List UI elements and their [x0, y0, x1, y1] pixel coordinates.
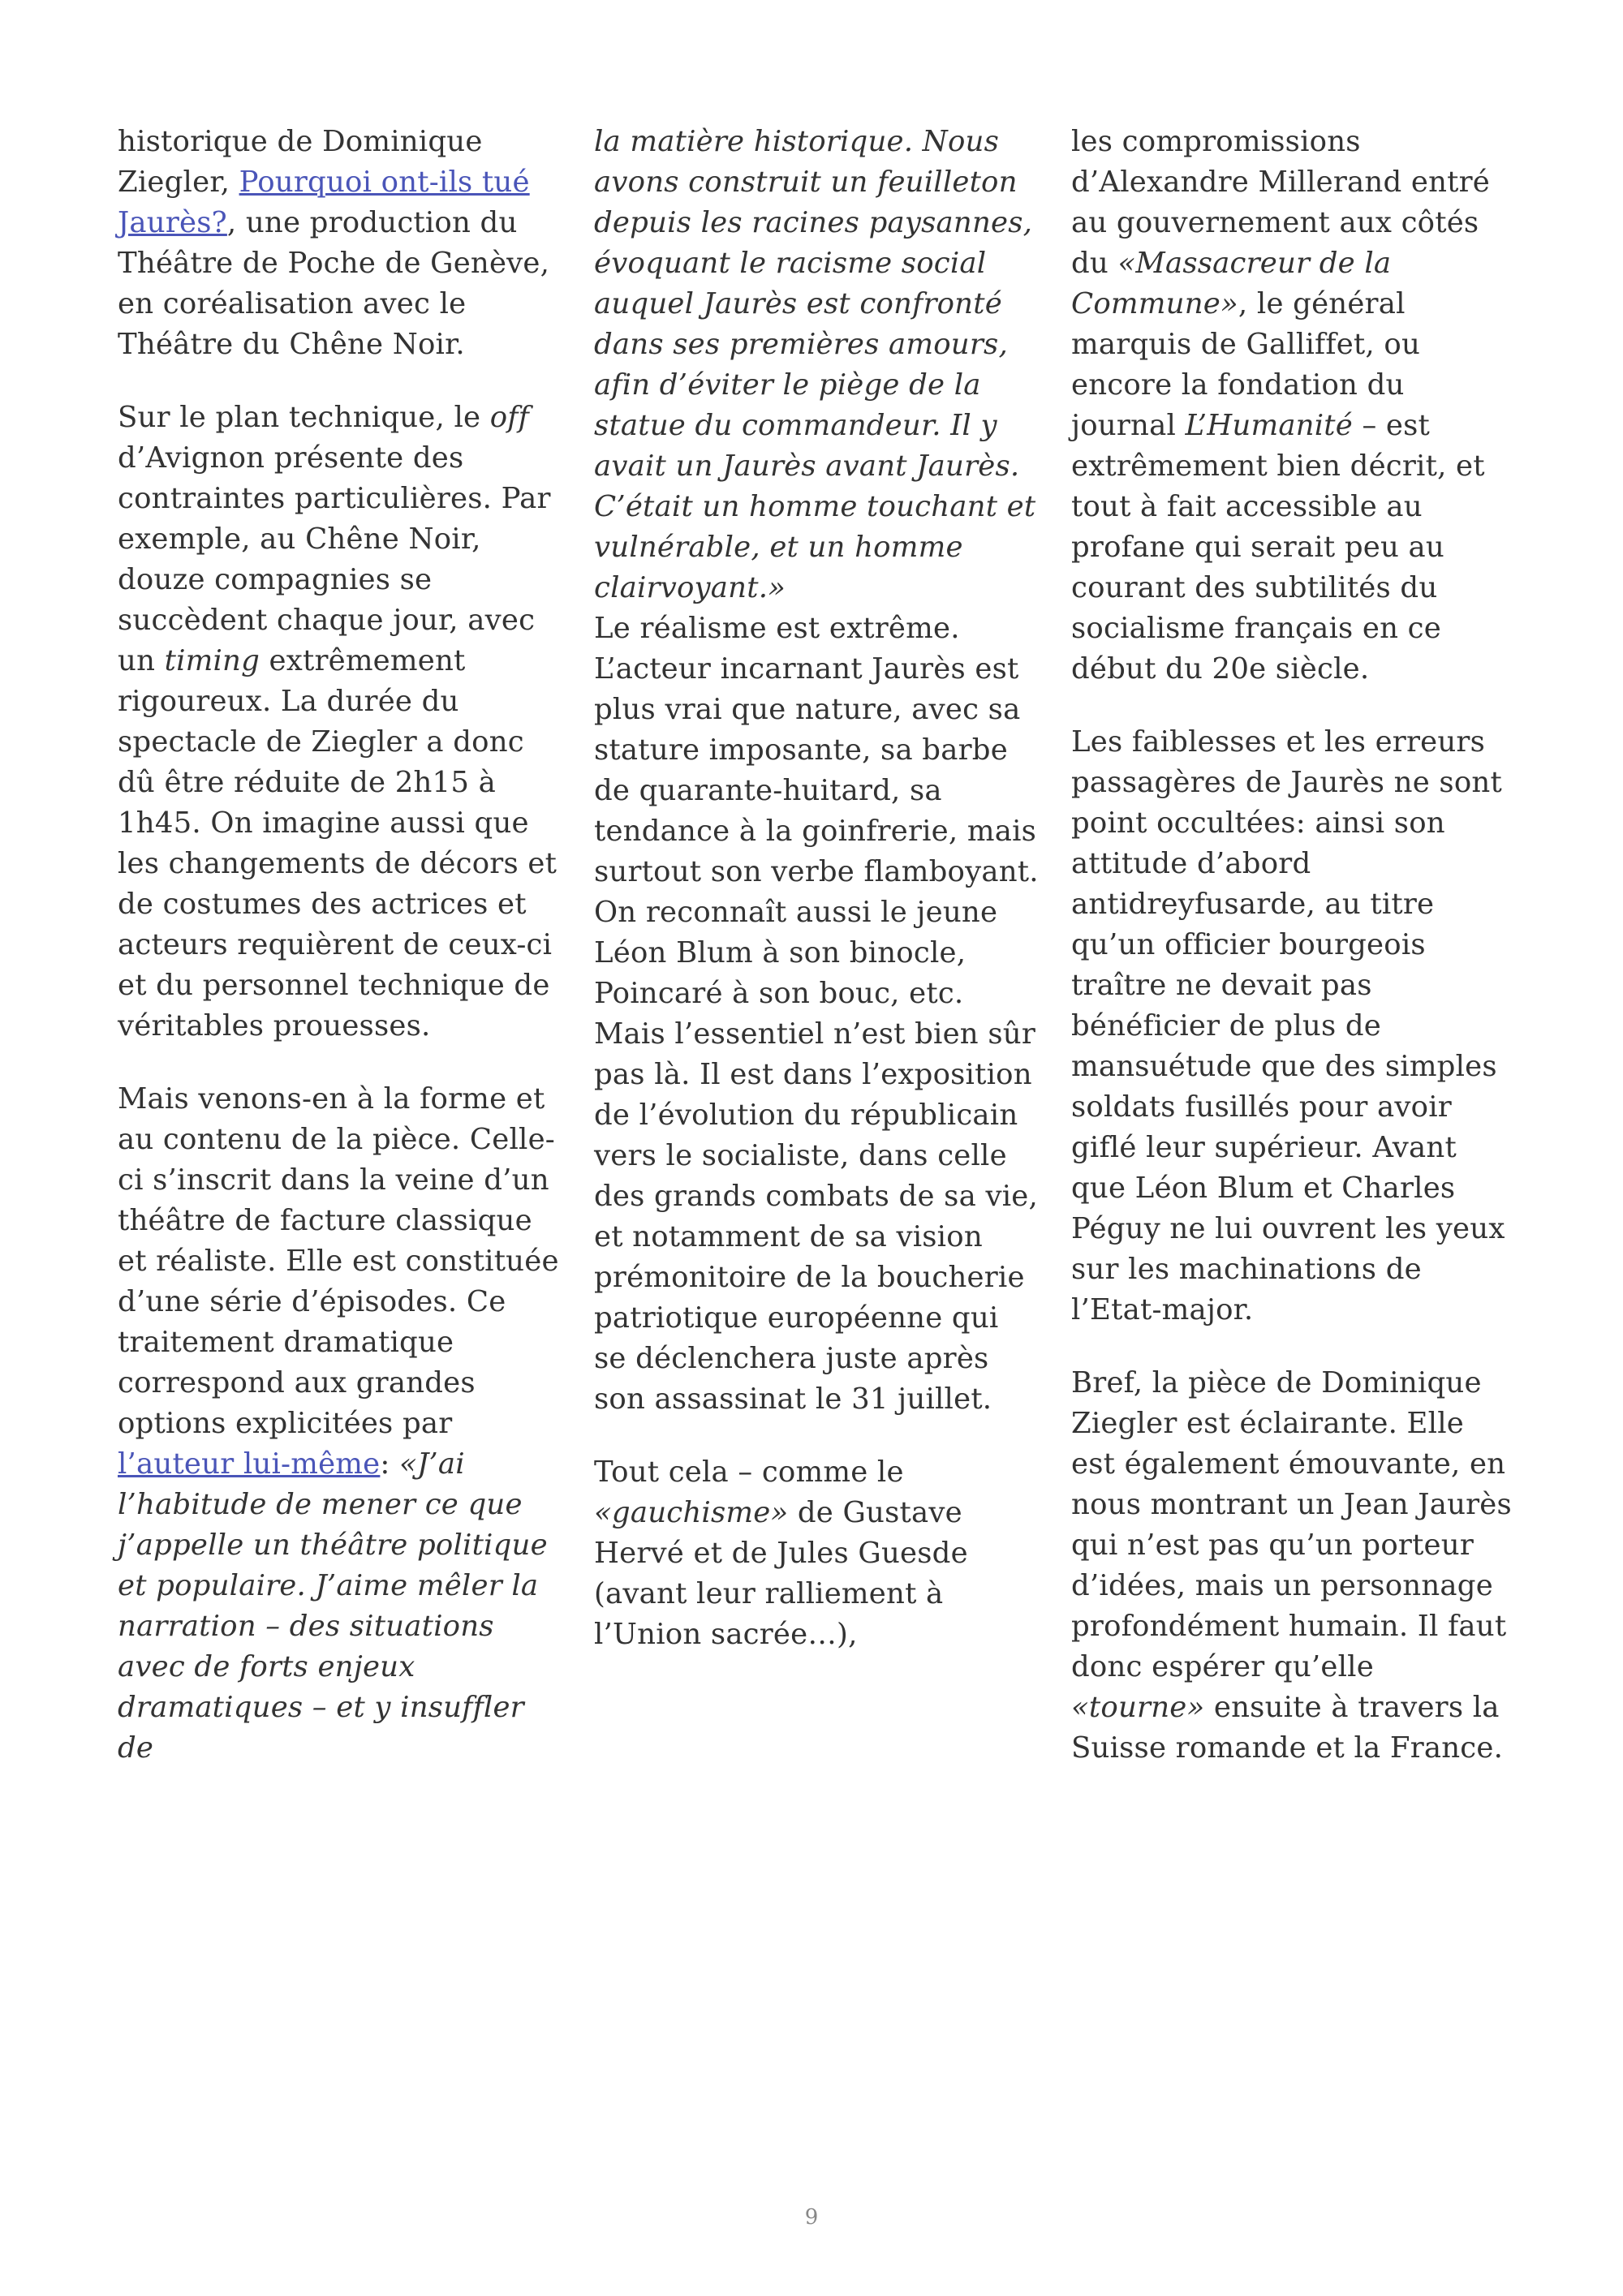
text-column-2	[594, 122, 1039, 1655]
paragraph: Mais venons-en à la forme et au contenu de la pièce. Celle-ci s’inscrit dans la veine d’un théâtre de facture classique et réaliste. Elle est constituée d’une série d’épisodes. Ce traitement dramatique correspond aux grandes options explicitées par l’auteur lui-même: «J’ai l’habitude de mener ce que j’appelle un théâtre politique et populaire. J’aime mêler la narration – des situations avec de forts enjeux dramatiques – et y insuffler de	[118, 1082, 559, 1765]
paragraph: Les faiblesses et les erreurs passagères de Jaurès ne sont point occultées: ainsi son attitude d’abord antidreyfusarde, au titre qu’un officier bourgeois traître ne devait pas bénéficier de plus de mansuétude que des simples soldats fusillés pour avoir giflé leur supérieur. Avant que Léon Blum et Charles Péguy ne lui ouvrent les yeux sur les machinations de l’Etat-major.	[1071, 725, 1505, 1326]
paragraph: Bref, la pièce de Dominique Ziegler est éclairante. Elle est également émouvante, en nous montrant un Jean Jaurès qui n’est pas qu’un porteur d’idées, mais un personnage profondément humain. Il faut donc espérer qu’elle «tourne» ensuite à travers la Suisse romande et la France.	[1071, 1366, 1512, 1765]
play-title-link[interactable]: Pourquoi ont-ils tué Jaurès?	[118, 166, 530, 239]
paragraph: historique de Dominique Ziegler, Pourquoi ont-ils tué Jaurès?, une production du Théâtre de Poche de Genève, en coréalisation avec le Théâtre du Chêne Noir.	[118, 125, 550, 361]
author-link[interactable]: l’auteur lui-même	[118, 1447, 381, 1481]
quote: la matière historique. Nous avons construit un feuilleton depuis les racines paysannes, évoquant le racisme social auquel Jaurès est confronté dans ses premières amours, afin d’éviter le piège de la statue du commandeur. Il y avait un Jaurès avant Jaurès. C’était un homme touchant et vulnérable, et un homme clairvoyant.»	[594, 125, 1036, 604]
paragraph: Tout cela – comme le «gauchisme» de Gustave Hervé et de Jules Guesde (avant leur ralliement à l’Union sacrée…),	[594, 1455, 968, 1651]
page-number: 9	[804, 2205, 819, 2229]
paragraph: Le réalisme est extrême. L’acteur incarnant Jaurès est plus vrai que nature, avec sa stature imposante, sa barbe de quarante-huitard, sa tendance à la goinfrerie, mais surtout son verbe flamboyant. On reconnaît aussi le jeune Léon Blum à son binocle, Poincaré à son bouc, etc. Mais l’essentiel n’est bien sûr pas là. Il est dans l’exposition de l’évolution du républicain vers le socialiste, dans celle des grands combats de sa vie, et notamment de sa vision prémonitoire de la boucherie patriotique européenne qui se déclenchera juste après son assassinat le 31 juillet.	[594, 612, 1039, 1416]
text-column-3	[1071, 122, 1516, 1769]
text-column-1	[118, 122, 562, 1769]
paragraph	[594, 122, 1039, 608]
paragraph: les compromissions d’Alexandre Millerand entré au gouvernement aux côtés du «Massacreur de la Commune», le général marquis de Galliffet, ou encore la fondation du journal L’Humanité – est extrêmement bien décrit, et tout à fait accessible au profane qui serait peu au courant des subtilités du socialisme français en ce début du 20e siècle.	[1071, 125, 1490, 686]
quote: «J’ai l’habitude de mener ce que j’appelle un théâtre politique et populaire. J’aime mêler la narration – des situations avec de forts enjeux dramatiques – et y insuffler de	[118, 1447, 548, 1765]
paragraph: Sur le plan technique, le off d’Avignon présente des contraintes particulières. Par exemple, au Chêne Noir, douze compagnies se succèdent chaque jour, avec un timing extrêmement rigoureux. La durée du spectacle de Ziegler a donc dû être réduite de 2h15 à 1h45. On imagine aussi que les changements de décors et de costumes des actrices et acteurs requièrent de ceux-ci et du personnel technique de véritables prouesses.	[118, 401, 558, 1043]
